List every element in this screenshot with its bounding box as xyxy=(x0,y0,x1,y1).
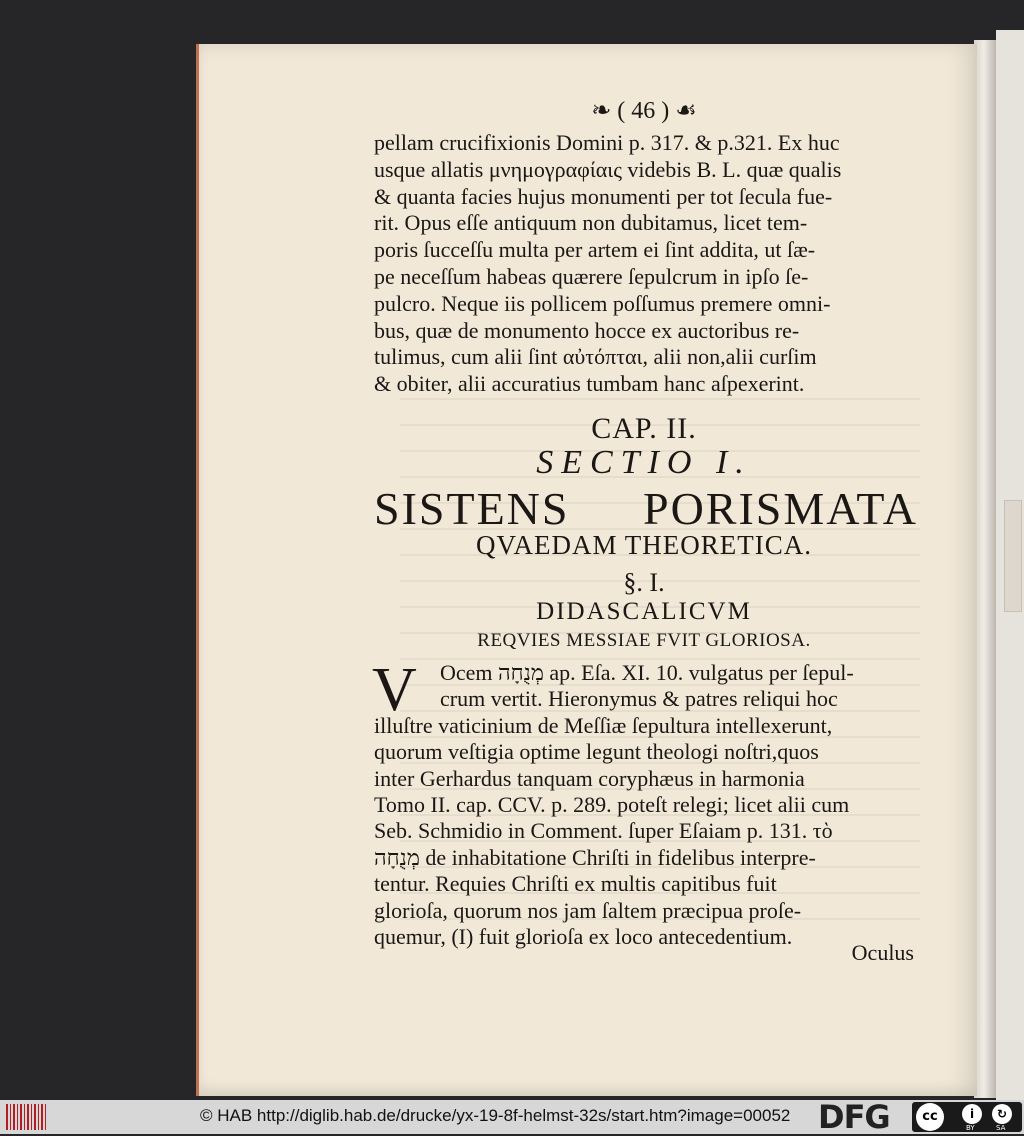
viewer-footer xyxy=(0,1100,1024,1134)
title-quaedam: QVAEDAM THEORETICA. xyxy=(476,530,812,560)
next-page-label-ghost xyxy=(1004,500,1022,612)
chapter-heading: CAP. II. xyxy=(591,412,697,445)
text-line: quemur, (I) fuit glorioſa ex loco antecedentium. xyxy=(374,924,793,950)
text-line: pellam crucifixionis Domini p. 317. & p.321. Ex huc xyxy=(374,130,840,155)
text-line: bus, quæ de monumento hocce ex auctoribus re- xyxy=(374,317,800,343)
book-gutter xyxy=(974,40,996,1098)
text-line: Ocem מְנֻחָה ap. Eſa. XI. 10. vulgatus per ſepul- xyxy=(440,660,854,685)
title-sistens: SISTENS PORISMATA xyxy=(374,483,919,534)
text-line: quorum veſtigia optime legunt theologi noſtri,quos xyxy=(374,739,819,765)
fleuron-right-icon: ☙ xyxy=(675,98,697,124)
paragraph-main xyxy=(372,656,914,950)
text-line: poris ſucceſſu multa per artem ei ſint addita, ut ſæ- xyxy=(374,237,816,263)
drop-cap: V xyxy=(372,656,417,724)
text-line: מְנֻחָה de inhabitatione Chriſti in fidelibus interpre- xyxy=(374,844,816,870)
page-number: ( 46 ) xyxy=(617,98,670,124)
didascalicum-heading: DIDASCALICVM xyxy=(536,598,752,625)
section-heading: SECTIO I. xyxy=(536,444,752,481)
text-line: Seb. Schmidio in Comment. ſuper Eſaiam p. 131. τὸ xyxy=(374,818,833,844)
attribution-icon: i xyxy=(962,1104,982,1124)
fleuron-left-icon: ❧ xyxy=(591,98,612,124)
text-line: inter Gerhardus tanquam coryphæus in harmonia xyxy=(374,765,805,791)
next-page-edge xyxy=(996,30,1024,1100)
cc-license-badge[interactable] xyxy=(912,1102,1022,1132)
text-line: pe neceſſum habeas quærere ſepulcrum in ipſo ſe- xyxy=(374,263,809,289)
by-label: BY xyxy=(966,1124,975,1132)
text-line: tentur. Requies Chriſti ex multis capitibus fuit xyxy=(374,871,777,897)
source-url-link[interactable]: © HAB http://diglib.hab.de/drucke/yx-19-8f-helmst-32s/start.htm?image=00052 xyxy=(200,1106,791,1125)
dfg-logo: DFG xyxy=(818,1098,890,1136)
cc-icon: cc xyxy=(916,1103,944,1131)
page-number-header xyxy=(374,96,914,125)
requies-subtitle: REQVIES MESSIAE FVIT GLORIOSA. xyxy=(477,630,811,651)
text-line: & obiter, alii accuratius tumbam hanc aſpexerint. xyxy=(374,371,805,397)
text-line: & quanta facies hujus monumenti per tot ſecula fue- xyxy=(374,183,833,209)
sa-label: SA xyxy=(996,1124,1006,1132)
paragraph-continued xyxy=(374,130,914,398)
share-alike-icon: ↻ xyxy=(992,1104,1012,1124)
text-line: glorioſa, quorum nos jam ſaltem præcipua proſe- xyxy=(374,897,802,923)
text-line: Tomo II. cap. CCV. p. 289. poteſt relegi; licet alii cum xyxy=(374,792,850,818)
hab-logo-icon xyxy=(6,1104,48,1130)
paragraph-mark: §. I. xyxy=(623,568,665,597)
text-line: rit. Opus eſſe antiquum non dubitamus, licet tem- xyxy=(374,210,808,236)
text-line: crum vertit. Hieronymus & patres reliqui hoc xyxy=(440,686,838,712)
text-line: illuſtre vaticinium de Meſſiæ ſepultura intellexerunt, xyxy=(374,712,833,738)
text-line: tulimus, cum alii ſint αὐτόπται, alii non,alii curſim xyxy=(374,344,817,370)
text-line: usque allatis μνημογραφίαις videbis B. L. quæ qualis xyxy=(374,156,842,182)
catchword: Oculus xyxy=(851,940,914,965)
text-line: pulcro. Neque iis pollicem poſſumus premere omni- xyxy=(374,290,831,316)
